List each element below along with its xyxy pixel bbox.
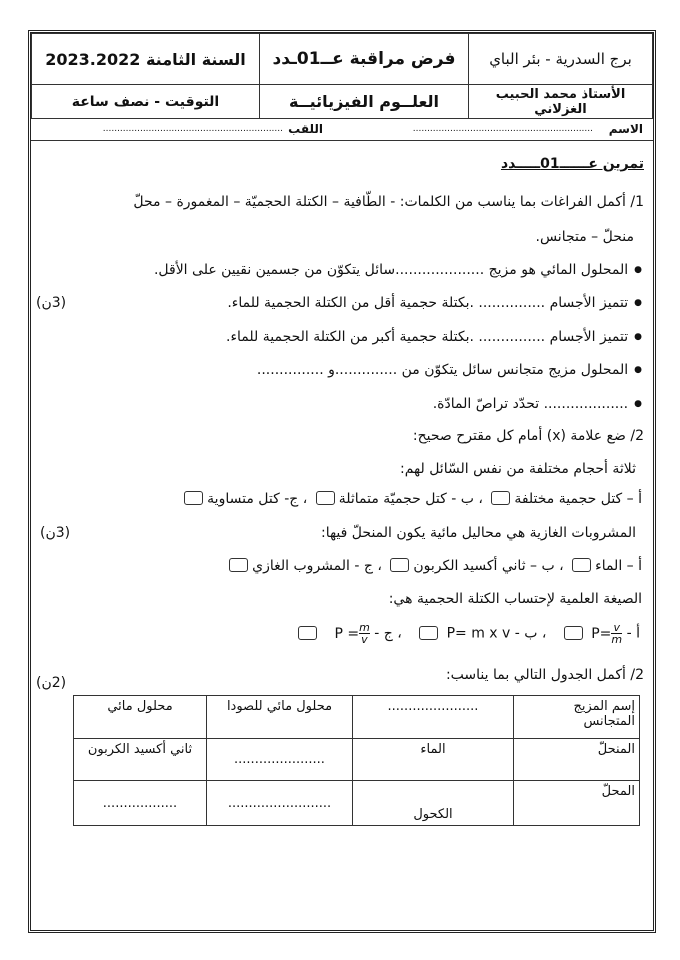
- table-cell: الماء: [353, 739, 514, 781]
- option-label: ، ب – ثاني أكسيد الكربون: [413, 558, 564, 574]
- option-label: أ – كتل حجمية مختلفة: [514, 491, 642, 507]
- table-cell: المنحلّ: [514, 739, 640, 781]
- option-label: أ – الماء: [595, 558, 642, 574]
- table-cell: إسم المزيج المتجانس: [514, 696, 640, 739]
- option-label: أ -: [626, 625, 640, 642]
- surname-label: اللقب: [288, 122, 323, 136]
- table-cell: محلول مائي: [74, 696, 207, 739]
- table-cell[interactable]: ......................: [353, 696, 514, 739]
- q1-bullet: ● ................... تحدّد تراصّ المادّة.: [433, 396, 642, 412]
- name-label: الاسم: [608, 122, 643, 136]
- formula-c: P = $\frac{m}{v}$: [334, 621, 370, 646]
- q1-bullet: ● تتميز الأجسام ............... .بكتلة حجمية أكبر من الكتلة الحجمية للماء.: [226, 329, 642, 345]
- table-cell: المحلّ: [514, 781, 640, 826]
- q2-question-1: ثلاثة أحجام مختلفة من نفس السّائل لهم:: [400, 461, 636, 477]
- checkbox[interactable]: [419, 626, 438, 640]
- checkbox[interactable]: [184, 491, 203, 505]
- table-cell[interactable]: ......................: [207, 739, 353, 781]
- option-label: ، ج -: [374, 625, 402, 642]
- formula-b: P= m x v: [446, 625, 511, 642]
- q1-bullet: ● المحلول المائي هو مزيج ....................سائل يتكوّن من جسمين نقيين على الأقل.: [154, 262, 642, 278]
- exam-title: فرض مراقبة عــ01ـدد: [260, 34, 469, 85]
- option-label: ، ب - كتل حجميّة متماثلة: [338, 491, 483, 507]
- name-row: [31, 118, 653, 141]
- q2-question-3: الصيغة العلمية لإحتساب الكتلة الحجمية هي:: [388, 591, 642, 607]
- q2-points: (3ن): [40, 525, 71, 541]
- q2-options-2: [225, 558, 642, 574]
- q1-points: (3ن): [36, 295, 67, 311]
- checkbox[interactable]: [316, 491, 335, 505]
- option-label: ، ج - المشروب الغازي: [252, 558, 382, 574]
- q1-bullet: ● تتميز الأجسام ............... .بكتلة حجمية أقل من الكتلة الحجمية للماء.: [227, 295, 642, 311]
- subject: العلــوم الفيزيائيــة: [260, 85, 469, 119]
- table-cell: ثاني أكسيد الكربون: [74, 739, 207, 781]
- checkbox[interactable]: [298, 626, 317, 640]
- surname-field[interactable]: ...............................................................: [102, 124, 283, 134]
- q3-points: (2ن): [36, 675, 67, 691]
- table-cell: الكحول: [353, 781, 514, 826]
- q3-instruction: 2/ أكمل الجدول التالي بما يناسب:: [445, 667, 644, 683]
- checkbox[interactable]: [390, 558, 409, 572]
- table-cell: محلول مائي للصودا: [207, 696, 353, 739]
- q2-instruction: 2/ ضع علامة (x) أمام كل مقترح صحيح:: [412, 428, 644, 444]
- option-label: ، ج- كتل متساوية: [207, 491, 308, 507]
- teacher-name: الأستاذ محمد الحبيب الغزلاني: [469, 85, 653, 119]
- formula-a: P= $\frac{v}{m}$: [591, 621, 623, 646]
- checkbox[interactable]: [572, 558, 591, 572]
- q1-instruction-cont: منحلّ – متجانس.: [535, 229, 634, 245]
- q2-options-1: [180, 491, 642, 507]
- exercise-title: تمرين عــــــ01ـــــدد: [500, 156, 644, 172]
- mixture-table: [73, 695, 640, 826]
- header-table: [31, 33, 653, 119]
- school-year: السنة الثامنة 2023.2022: [32, 34, 260, 85]
- option-label: ، ب -: [514, 625, 547, 642]
- school-name: برج السدرية - بئر الباي: [469, 34, 653, 85]
- q2-question-2: المشروبات الغازية هي محاليل مائية يكون المنحلّ فيها:: [321, 525, 636, 541]
- table-cell[interactable]: ..................: [74, 781, 207, 826]
- checkbox[interactable]: [564, 626, 583, 640]
- q2-options-3: [294, 622, 640, 645]
- table-cell[interactable]: .........................: [207, 781, 353, 826]
- checkbox[interactable]: [229, 558, 248, 572]
- duration: التوقيت - نصف ساعة: [32, 85, 260, 119]
- q1-bullet: ● المحلول مزيج متجانس سائل يتكوّن من ..............و ...............: [257, 362, 642, 378]
- name-field[interactable]: ...............................................................: [412, 124, 593, 134]
- checkbox[interactable]: [491, 491, 510, 505]
- q1-instruction: 1/ أكمل الفراغات بما يناسب من الكلمات: - الطّافية – الكتلة الحجميّة – المغمورة – محلّ: [133, 194, 644, 210]
